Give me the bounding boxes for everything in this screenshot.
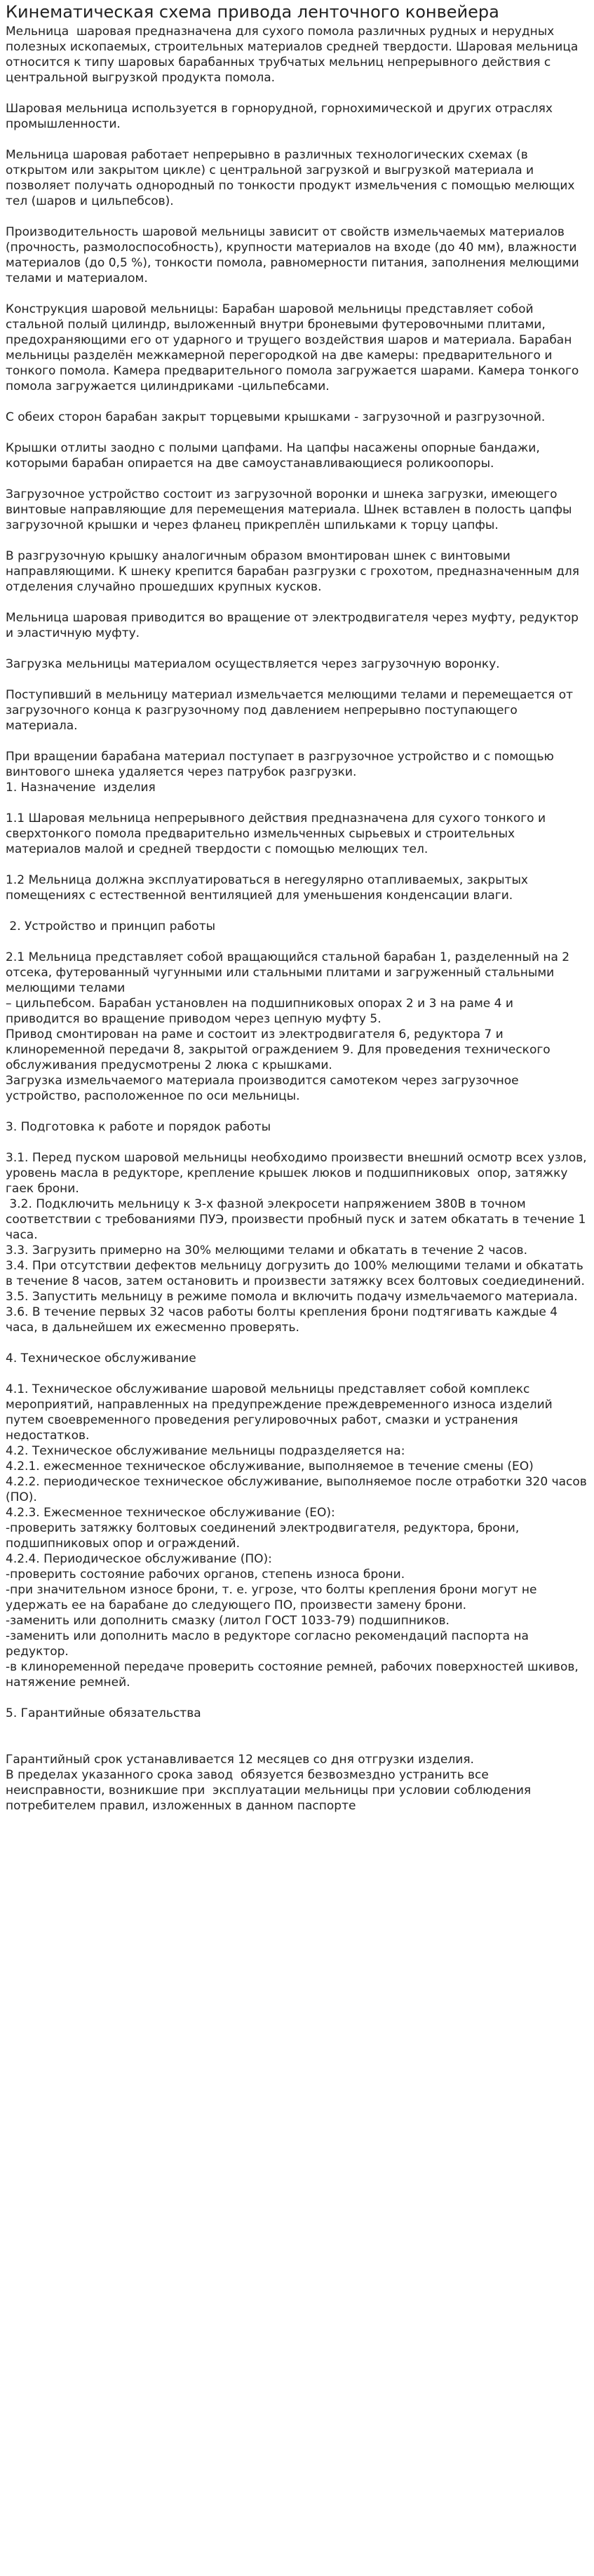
article-title: Кинематическая схема привода ленточного конвейера [6, 2, 499, 22]
article-body: Мельница шаровая предназначена для сухого помола различных рудных и нерудных полезных ископаемых, строительных материалов средней твердости. Шаровая мельница относится к типу шаровых барабанных трубчатых мельниц непрерывного действия с центральной выгрузкой продукта помола. Шаровая мельница используется в горнорудной, горнохимической и других отраслях промышленности. Мельница шаровая работает непрерывно в различных технологических схемах (в открытом или закрытом цикле) с центральной загрузкой и выгрузкой материала и позволяет получать однородный по тонкости продукт измельчения с помощью мелющих тел (шаров и цильпебсов). Производительность шаровой мельницы зависит от свойств измельчаемых материалов (прочность, размолоспособность), крупности материалов на входе (до 40 мм), влажности материалов (до 0,5 %), тонкости помола, равномерности питания, заполнения мелющими телами и материалом. Конструкция шаровой мельницы: Барабан шаровой мельницы представляет собой стальной полый цилиндр, выложенный внутри броневыми футеровочными плитами, предохраняющими его от ударного и трущего воздействия шаров и материала. Барабан мельницы разделён межкамерной перегородкой на две камеры: предварительного и тонкого помола. Камера предварительного помола загружается шарами. Камера тонкого помола загружается цилиндриками -цильпебсами. С обеих сторон барабан закрыт торцевыми крышками - загрузочной и разгрузочной. Крышки отлиты заодно с полыми цапфами. На цапфы насажены опорные бандажи, которыми барабан опирается на две самоустанавливающиеся роликоопоры. Загрузочное устройство состоит из загрузочной воронки и шнека загрузки, имеющего винтовые направляющие для перемещения материала. Шнек вставлен в полость цапфы загрузочной крышки и через фланец прикреплён шпильками к торцу цапфы. В разгрузочную крышку аналогичным образом вмонтирован шнек с винтовыми направляющими. К шнеку крепится барабан разгрузки с грохотом, предназначенным для отделения случайно прошедших крупных кусков. Мельница шаровая приводится во вращение от электродвигателя через муфту, редуктор и эластичную муфту. Загрузка мельницы материалом осуществляется через загрузочную воронку. Поступивший в мельницу материал измельчается мелющими телами и перемещается от загрузочного конца к разгрузочному под давлением непрерывно поступающего материала. При вращении барабана материал поступает в разгрузочное устройство и с помощью винтового шнека удаляется через патрубок разгрузки. 1. Назначение изделия 1.1 Шаровая мельница непрерывного действия предназначена для сухого тонкого и сверхтонкого помола предварительно измельченных сырьевых и строительных материалов малой и средней твердости с помощью мелющих тел. 1.2 Мельница должна эксплуатироваться в неregулярно отапливаемых, закрытых помещениях с естественной вентиляцией для уменьшения конденсации влаги. 2. Устройство и принцип работы 2.1 Мельница представляет собой вращающийся стальной барабан 1, разделенный на 2 отсека, футерованный чугунными или стальными плитами и загруженный стальными мелющими телами – цильпебсом. Барабан установлен на подшипниковых опорах 2 и 3 на раме 4 и приводится во вращение приводом через цепную муфту 5. Привод смонтирован на раме и состоит из электродвигателя 6, редуктора 7 и клиноременной передачи 8, закрытой ограждением 9. Для проведения технического обслуживания предусмотрены 2 люка с крышками. Загрузка измельчаемого материала производится самотеком через загрузочное устройство, расположенное по оси мельницы. 3. Подготовка к работе и порядок работы 3.1. Перед пуском шаровой мельницы необходимо произвести внешний осмотр всех узлов, уровень масла в редукторе, крепление крышек люков и подшипниковых опор, затяжку гаек брони. 3.2. Подключить мельницу к 3-х фазной элекросети напряжением 380В в точном соответствии с требованиями ПУЭ, произвести пробный пуск и затем обкатать в течение 1 часа. 3.3. Загрузить примерно на 30% мелющими телами и обкатать в течение 2 часов. 3.4. При отсутствии дефектов мельницу догрузить до 100% мелющими телами и обкатать в течение 8 часов, затем остановить и произвести затяжку всех болтовых соедиединений. 3.5. Запустить мельницу в режиме помола и включить подачу измельчаемого материала. 3.6. В течение первых 32 часов работы болты крепления брони подтягивать каждые 4 часа, в дальнейшем их ежесменно проверять. 4. Техническое обслуживание 4.1. Техническое обслуживание шаровой мельницы представляет собой комплекс мероприятий, направленных на предупреждение преждевременного износа изделий путем своевременного проведения регулировочных работ, смазки и устранения недостатков. 4.2. Техническое обслуживание мельницы подразделяется на: 4.2.1. ежесменное техническое обслуживание, выполняемое в течение смены (ЕО) 4.2.2. периодическое техническое обслуживание, выполняемое после отработки 320 часов (ПО). 4.2.3. Ежесменное техническое обслуживание (ЕО): -проверить затяжку болтовых соединений электродвигателя, редуктора, брони, подшипниковых опор и ограждений. 4.2.4. Периодическое обслуживание (ПО): -проверить состояние рабочих органов, степень износа брони. -при значительном износе брони, т. е. угрозе, что болты крепления брони могут не удержать ее на барабане до следующего ПО, произвести замену брони. -заменить или дополнить смазку (литол ГОСТ 1033-79) подшипников. -заменить или дополнить масло в редукторе согласно рекомендаций паспорта на редуктор. -в клиноременной передаче проверить состояние ремней, рабочих поверхностей шкивов, натяжение ремней. 5. Гарантийные обязательства Гарантийный срок устанавливается 12 месяцев со дня отгрузки изделия. В пределах указанного срока завод обязуется безвозмездно устранить все неисправности, возникшие при эксплуатации мельницы при условии соблюдения потребителем правил, изложенных в данном паспорте [6, 25, 587, 1813]
